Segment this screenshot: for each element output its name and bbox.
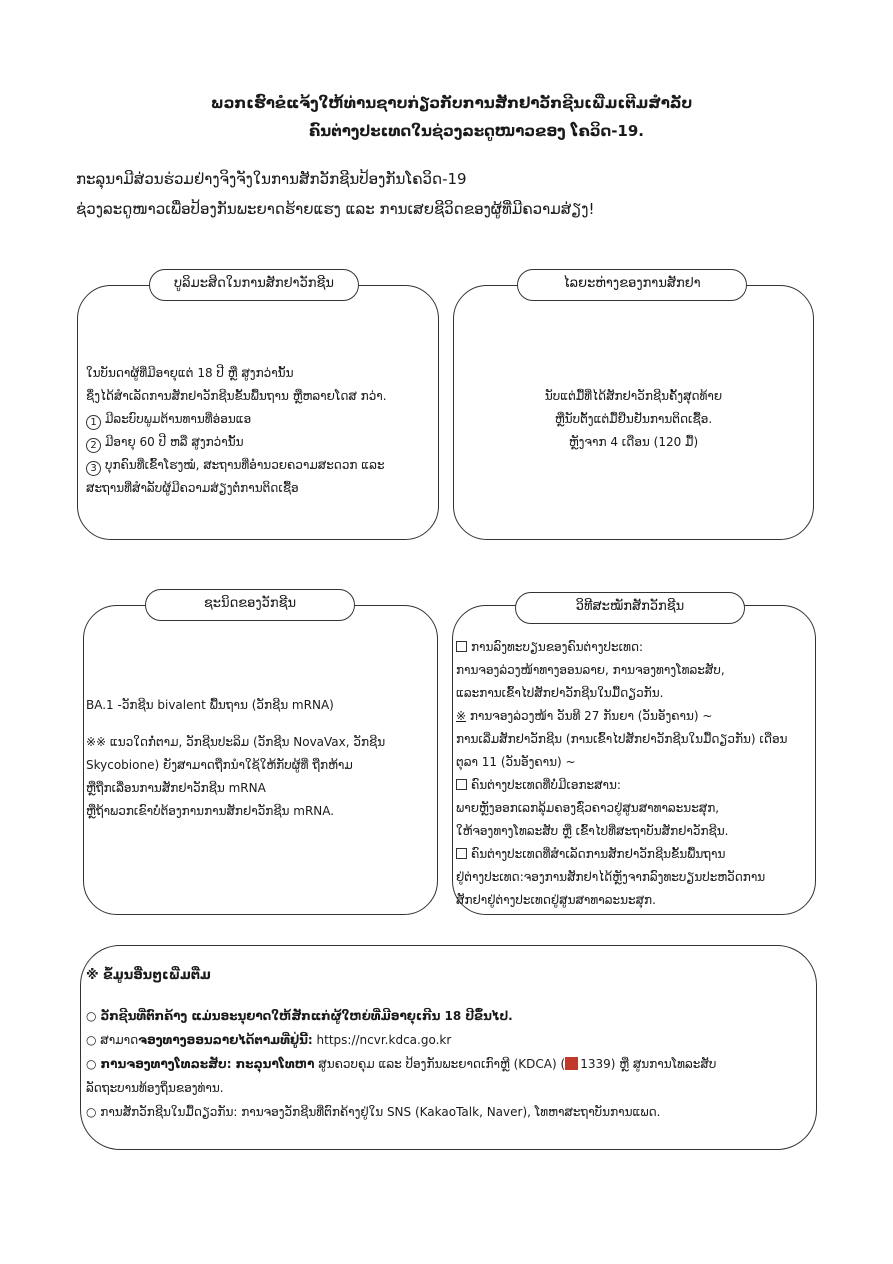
info-bullet: ○ ສາມາດຈອງທາງອອນລາຍໄດ້ຕາມທີ່ຢູ່ນີ້: https://ncvr.kdca.go.kr	[86, 1033, 452, 1047]
interval-box-body	[453, 385, 814, 454]
vaccine-line: ຫຼືຖ້າພວກເຂົາບໍ່ຕ້ອງການການສັກຢາວັກຊີນ mRNA.	[86, 804, 335, 818]
notice-title-line2: ຄົນຕ່າງປະເທດໃນຊ່ວງລະດູໜາວຂອງ ໂຄວິດ-19.	[309, 122, 644, 140]
vaccine-types-box-title: ຊະນິດຂອງວັກຊີນ	[145, 589, 355, 621]
method-box-title: ວິທີສະໝັກສັກວັກຊີນ	[515, 592, 745, 624]
info-bullet: ○ ວັກຊີນທີ່ຕົກຄ້າງ ແມ່ນອະນຸຍາດໃຫ້ສັກແກ່ຜູ້ໃຫຍ່ທີ່ມີອາຍຸເກີນ 18 ປີຂຶ້ນໄປ.	[86, 1009, 513, 1023]
reference-mark-icon: ※	[456, 709, 467, 723]
priority-line: ສະຖານທີ່ສໍາລັບຜູ້ມີຄວາມສ່ຽງຕໍ່ການຕິດເຊື້ອ	[86, 481, 299, 495]
checkbox-icon	[456, 641, 467, 652]
circled-number: 1	[86, 415, 101, 430]
method-line: ໃຫ້ຈອງທາງໂທລະສັບ ຫຼື ເຂົ້າໄປທີ່ສະຖາບັນສັກຢາວັກຊີນ.	[456, 824, 729, 838]
priority-item: 3 ບຸກຄົນທີ່ເຂົ້າໂຮງໝໍ, ສະຖານທີ່ອໍານວຍຄວາມສະດວກ ແລະ	[86, 454, 387, 477]
circled-number: 3	[86, 461, 101, 476]
info-bullet: ○ ການສັກວັກຊີນໃນມື້ດຽວກັນ: ການຈອງວັກຊີນທີ່ຕົກຄ້າງຢູ່ໃນ SNS (KakaoTalk, Naver), ໂທຫາສະຖາບັນການແພດ.	[86, 1105, 661, 1119]
additional-info-body	[86, 964, 716, 1124]
additional-info-heading: ※ ຂໍ້ມູນອື່ນໆເພີ່ມຕື່ມ	[86, 968, 211, 983]
notice-title-line1: ພວກເຮົາຂໍແຈ້ງໃຫ້ທ່ານຊາບກ່ຽວກັບການສັກຢາວັກຊີນເພີ່ມເຕີມສໍາລັບ	[210, 94, 693, 112]
method-line: ຕຸລາ 11 (ວັນອັງຄານ) ~	[456, 755, 576, 769]
vaccine-line: ※※ ແນວໃດກໍ່ຕາມ, ວັກຊີນປະລິມ (ວັກຊີນ NovaVax, ວັກຊີນ	[86, 735, 386, 749]
circled-number: 2	[86, 438, 101, 453]
vaccine-line: Skycobione) ຍັງສາມາດຖືກນໍາໃຊ້ໃຫ້ກັບຜູ້ທີ່ ຖືກຫ້າມ	[86, 758, 353, 772]
phone-icon	[565, 1057, 578, 1070]
intro-line2: ຊ່ວງລະດູໜາວເພື່ອປ້ອງກັນພະຍາດຮ້າຍແຮງ ແລະ ການເສຍຊີວິດຂອງຜູ້ທີ່ມີຄວາມສ່ຽງ!	[76, 200, 595, 218]
vaccine-line: ຫຼືຖືກເລື່ອນການສັກຢາວັກຊີນ mRNA	[86, 781, 266, 795]
vaccine-types-box-body	[86, 694, 385, 823]
intro-line1: ກະລຸນາມີສ່ວນຮ່ວມຢ່າງຈິງຈັງໃນການສັກວັກຊີນປ້ອງກັນໂຄວິດ-19	[76, 170, 467, 188]
method-line: ຄົນຕ່າງປະເທດທີ່ບໍ່ມີເອກະສານ:	[456, 774, 787, 797]
priority-item: 2 ມີອາຍຸ 60 ປີ ຫລື ສູງກວ່ານັ້ນ	[86, 431, 387, 454]
priority-line: ຊຶ່ງໄດ້ສໍາເລັດການສັກຢາວັກຊີນຂັ້ນພື້ນຖານ ຫຼືຫລາຍໂດສ ກວ່າ.	[86, 389, 387, 403]
method-line: ແລະການເຂົ້າໄປສັກຢາວັກຊີນໃນມື້ດຽວກັນ.	[456, 686, 664, 700]
info-bullet: ລັດຖະບານທ້ອງຖິ່ນຂອງທ່ານ.	[86, 1081, 224, 1095]
priority-line: ໃນບັນດາຜູ້ທີ່ມີອາຍຸແຕ່ 18 ປີ ຫຼື ສູງກວ່ານັ້ນ	[86, 366, 294, 380]
checkbox-icon	[456, 848, 467, 859]
checkbox-icon	[456, 779, 467, 790]
vaccine-line: BA.1 -ວັກຊີນ bivalent ພື້ນຖານ (ວັກຊີນ mRNA)	[86, 698, 334, 712]
method-line: ການເລີ່ມສັກຢາວັກຊີນ (ການເຂົ້າໄປສັກຢາວັກຊີນໃນມື້ດຽວກັນ) ເດືອນ	[456, 732, 788, 746]
interval-box-title: ໄລຍະຫ່າງຂອງການສັກຢາ	[517, 269, 747, 301]
priority-box-body	[86, 362, 387, 500]
booking-url[interactable]: https://ncvr.kdca.go.kr	[312, 1033, 452, 1047]
kdca-phone-number: 1339	[580, 1057, 611, 1071]
method-line: ※ ການຈອງລ່ວງໜ້າ ວັນທີ 27 ກັນຍາ (ວັນອັງຄານ) ~	[456, 709, 713, 723]
method-line: ພາຍຫຼັງອອກເລກລຸ້ມຄອງຊົ່ວຄາວຢູ່ສູນສາທາລະນະສຸກ,	[456, 801, 720, 815]
priority-box-title: ບູລິມະສິດໃນການສັກຢາວັກຊີນ	[149, 269, 359, 301]
info-bullet: ○ ການຈອງທາງໂທລະສັບ: ກະລຸນາໂທຫາ ສູນຄວບຄຸມ ແລະ ປ້ອງກັນພະຍາດເກົາຫຼີ (KDCA) ( 1339) ຫຼື ສູນການໂທລະສັບ	[86, 1057, 717, 1071]
priority-item: 1 ມີລະບົບພູມຕ້ານທານທີ່ອ່ອນແອ	[86, 408, 387, 431]
method-box-body	[456, 636, 787, 912]
method-line: ຄົນຕ່າງປະເທດທີ່ສໍາເລັດການສັກຢາວັກຊີນຂັ້ນພື້ນຖານ	[456, 843, 787, 866]
interval-line: ຫຼືນັບຕັ້ງແຕ່ມື້ຢືນຢັນການຕິດເຊື້ອ.	[554, 412, 713, 426]
method-line: ການລົງທະບຽນຂອງຄົນຕ່າງປະເທດ:	[456, 636, 787, 659]
method-line: ສັກຢາຢູ່ຕ່າງປະເທດຢູ່ສູນສາທາລະນະສຸກ.	[456, 893, 656, 907]
method-line: ຢູ່ຕ່າງປະເທດ:ຈອງການສັກຢາໄດ້ຫຼັງຈາກລົງທະບຽນປະຫວັດການ	[456, 870, 766, 884]
interval-line: ຫຼັງຈາກ 4 ເດືອນ (120 ມື້)	[568, 435, 699, 449]
method-line: ການຈອງລ່ວງໜ້າທາງອອນລາຍ, ການຈອງທາງໂທລະສັບ,	[456, 663, 725, 677]
interval-line: ນັບແຕ່ມື້ທີ່ໄດ້ສັກຢາວັກຊີນຄັ້ງສຸດທ້າຍ	[544, 389, 723, 403]
